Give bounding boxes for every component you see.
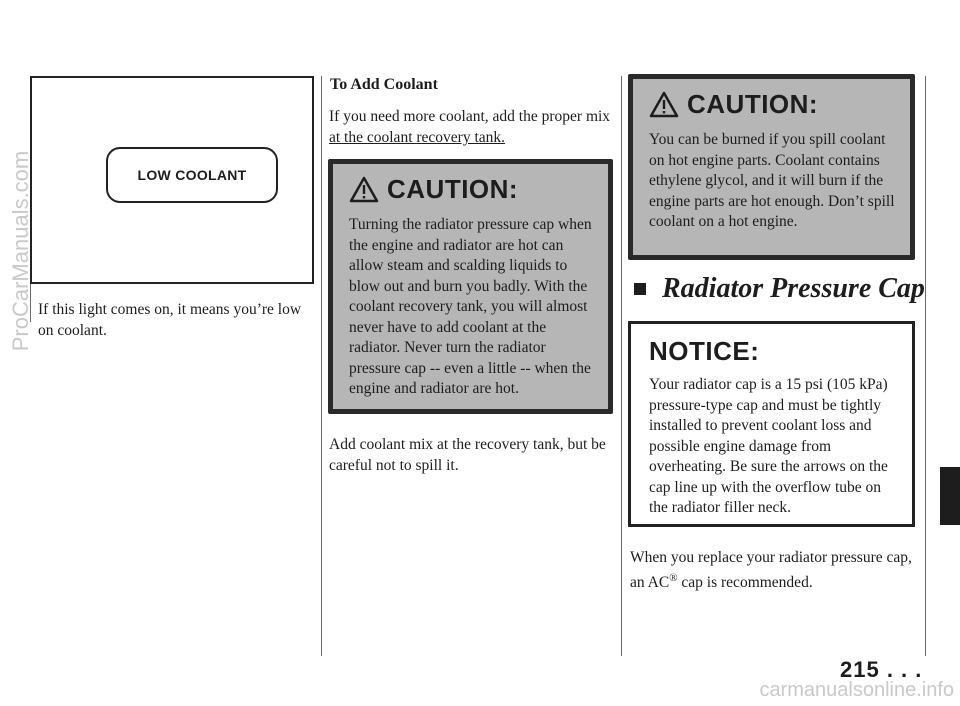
caution-title: CAUTION: [687,89,819,119]
side-watermark: ProCarManuals.com [8,150,33,352]
notice-body: Your radiator cap is a 15 psi (105 kPa) pressure-type cap and must be tightly installed to prevent coolant loss and possible engine damage from overheating. Be sure the arrows on the cap line up with the overflow tube on the radiator filler neck. [649,376,888,516]
low-coolant-explanation: If this light comes on, it means you’re low on coolant. [38,301,302,339]
bottom-watermark: carmanualsonline.info [759,679,954,701]
add-coolant-heading: To Add Coolant [330,76,438,93]
section-title-text: Radiator Pressure Cap [662,273,925,304]
section-thumb-tab [940,467,960,525]
replacement-cap-note [630,547,920,593]
caution-header [349,174,594,205]
caution-title: CAUTION: [387,174,519,204]
low-coolant-indicator-light [106,147,278,203]
indicator-label: LOW COOLANT [137,167,247,183]
add-coolant-note: Add coolant mix at the recovery tank, but be careful not to spill it. [329,436,606,474]
column-divider-right [621,76,622,656]
radiator-pressure-cap-heading [634,273,925,305]
notice-title: NOTICE: [649,336,760,366]
caution-header [649,89,896,120]
hot-engine-caution-box [628,74,915,260]
radiator-cap-notice-box [628,321,915,527]
column-divider-middle [321,76,322,656]
radiator-cap-caution-box [328,159,613,414]
add-coolant-intro-text: If you need more coolant, add the proper mix [329,108,611,125]
caution-body: Turning the radiator pressure cap when the engine and radiator are hot can allow steam and scalding liquids to blow out and burn you badly. With the coolant recovery tank, you will almost never have to add coolant at the radiator. Never turn the radiator pressure cap -- even a little -- when the engine and radiator are hot. [349,216,592,397]
registered-mark: ® [669,572,678,584]
column-divider-far-right [925,76,926,656]
low-coolant-illustration [30,76,314,284]
caution-body: You can be burned if you spill coolant on hot engine parts. Coolant contains ethylene glycol, and it will burn if the engine parts are hot enough. Don’t spill coolant on a hot engine. [649,131,895,230]
warning-triangle-icon [349,176,379,203]
add-coolant-intro [329,106,611,148]
coolant-recovery-tank-underline: at the coolant recovery tank. [329,129,506,146]
section-bullet-icon [634,283,646,295]
page-number: 215 . . . [840,657,923,682]
replacement-note-text-1: When you replace your radiator pressure cap, an AC [630,549,912,592]
replacement-note-text-2: cap is recommended. [677,574,813,592]
warning-triangle-icon [649,91,679,118]
